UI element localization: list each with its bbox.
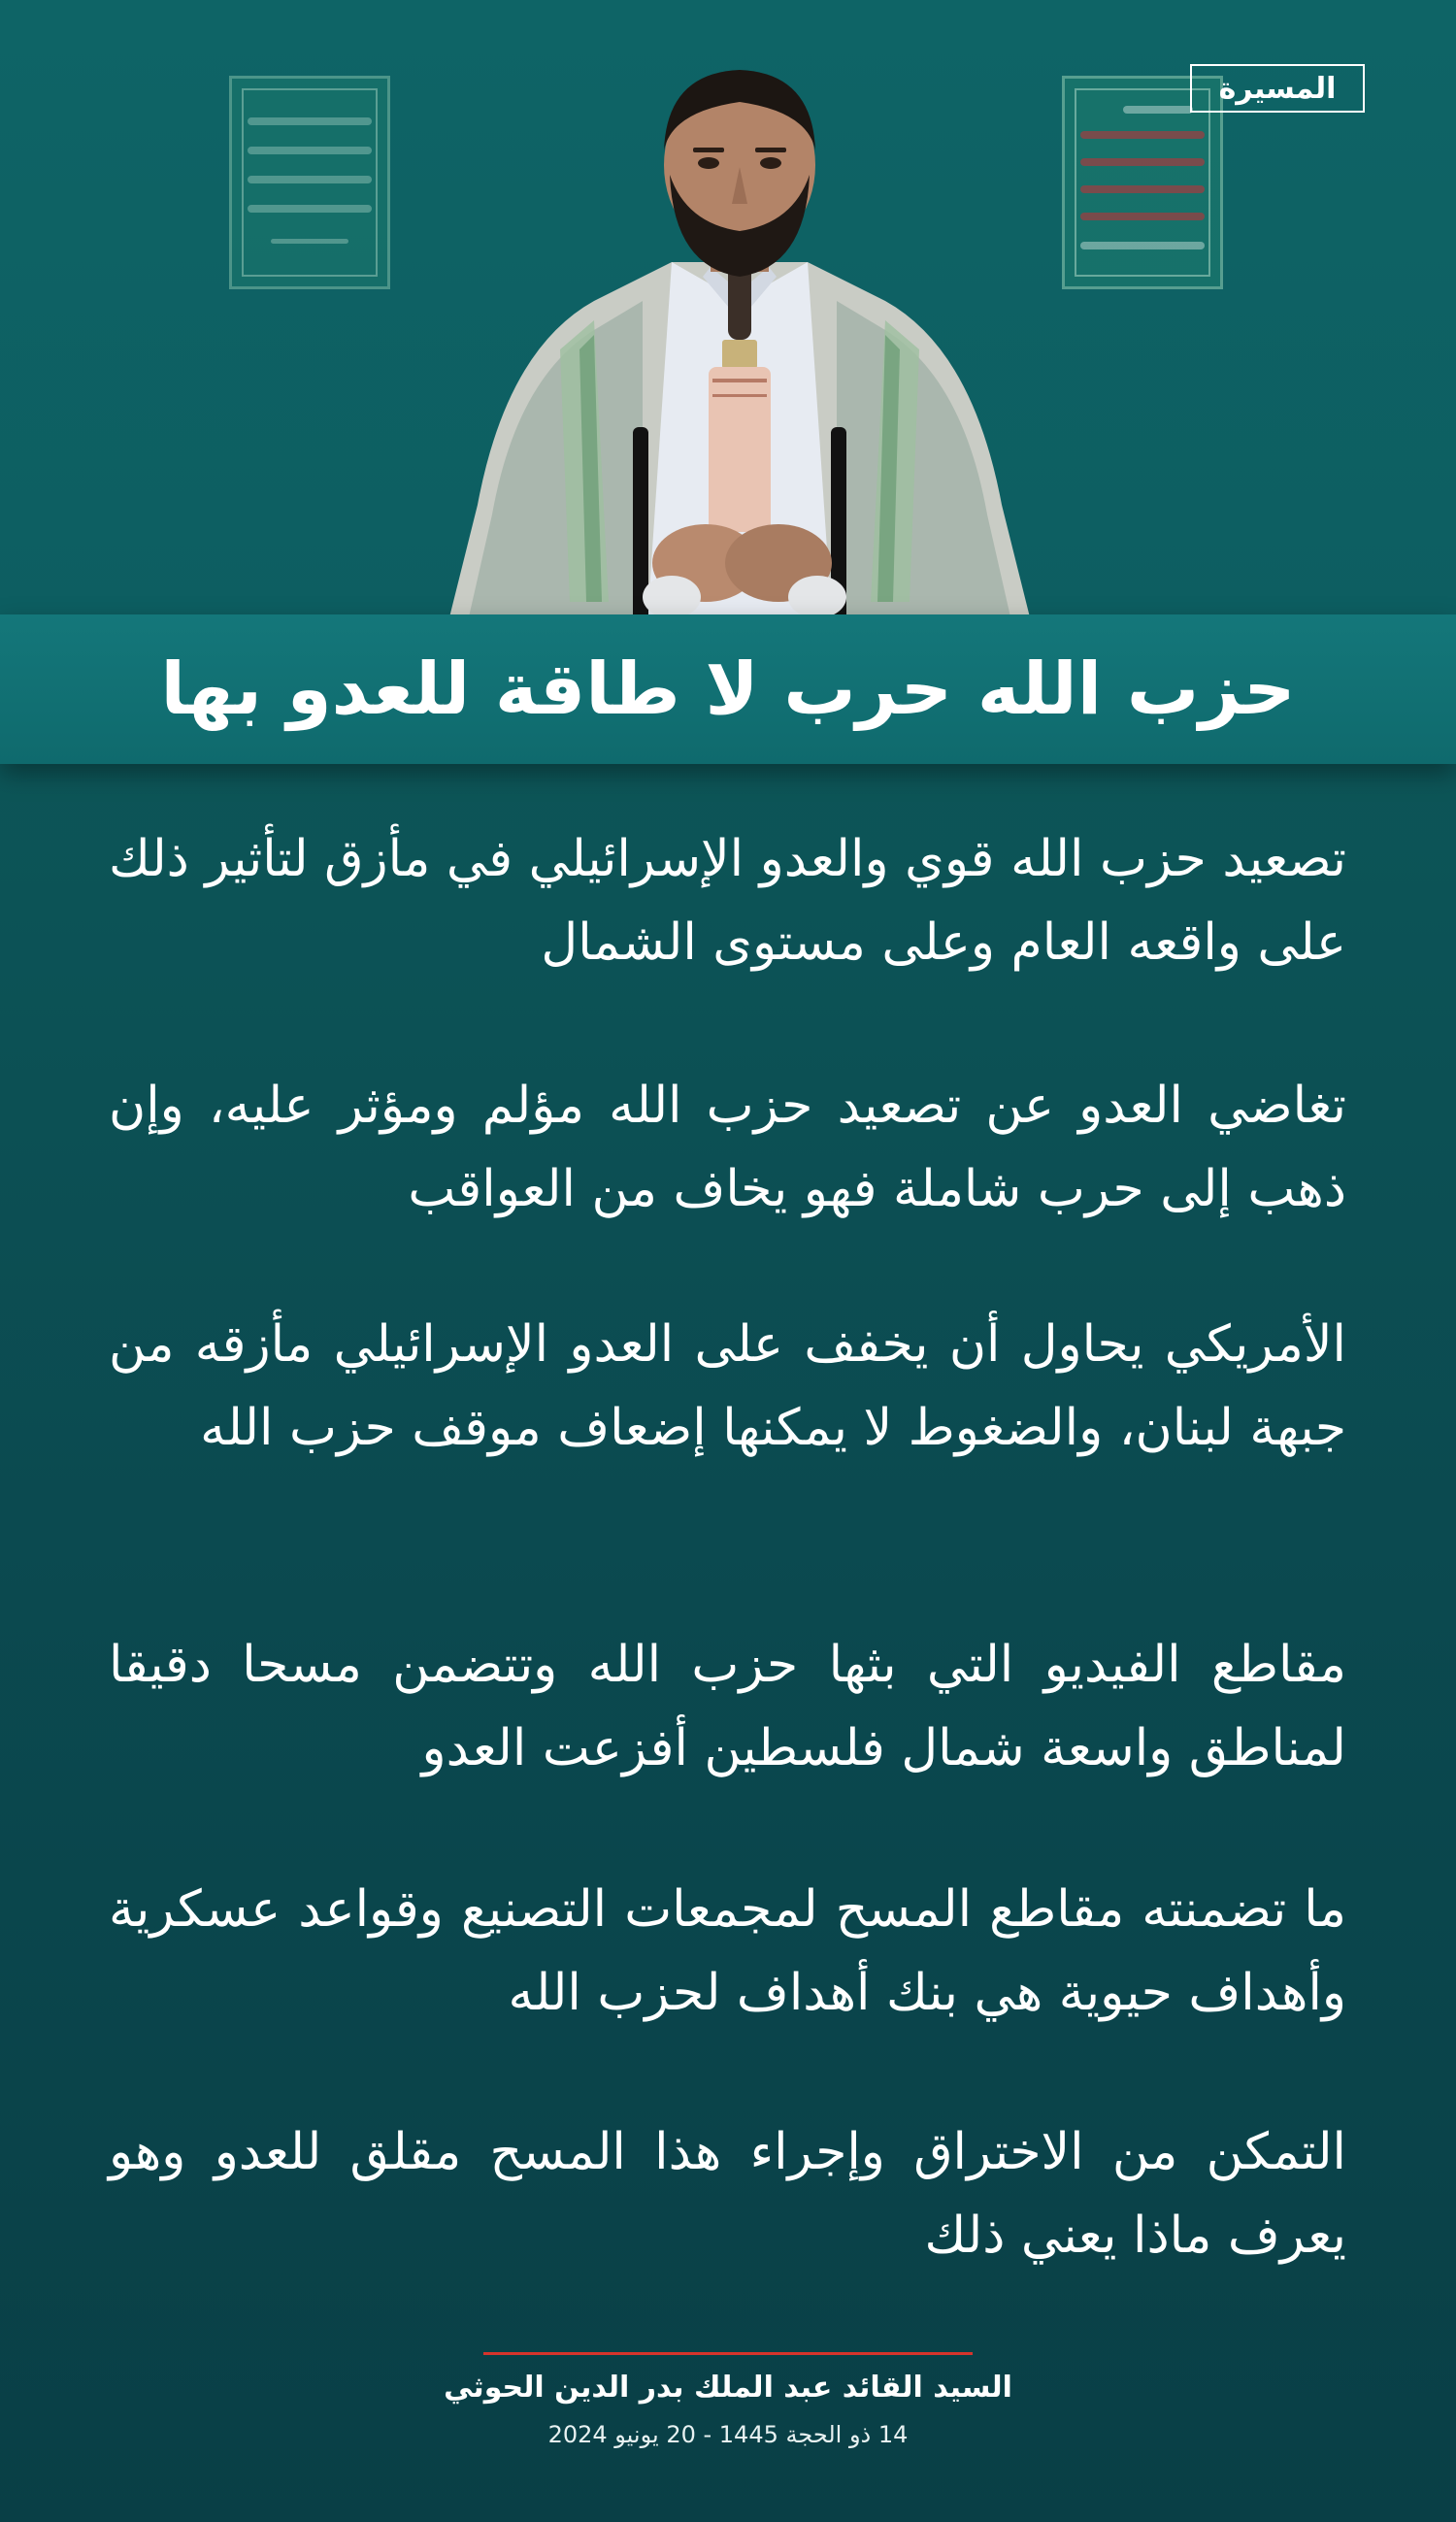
quote-paragraph: ما تضمنته مقاطع المسح لمجمعات التصنيع وقواعد عسكرية وأهداف حيوية هي بنك أهداف لحزب الله xyxy=(109,1880,1346,2022)
footer-divider xyxy=(483,2352,973,2355)
speaker-name: السيد القائد عبد الملك بدر الدين الحوثي xyxy=(444,2371,1012,2405)
channel-logo-text: المسيرة xyxy=(1218,71,1337,106)
quote-date: 14 ذو الحجة 1445 - 20 يونيو 2024 xyxy=(547,2421,909,2448)
quotes-body xyxy=(109,0,1346,2522)
quote-paragraph: التمكن من الاختراق وإجراء هذا المسح مقلق للعدو وهو يعرف ماذا يعني ذلك xyxy=(109,2123,1346,2265)
quote-paragraph: تصعيد حزب الله قوي والعدو الإسرائيلي في مأزق لتأثير ذلك على واقعه العام وعلى مستوى الشمال xyxy=(109,830,1346,972)
page-title: حزب الله حرب لا طاقة للعدو بها xyxy=(160,647,1296,731)
quote-paragraph: الأمريكي يحاول أن يخفف على العدو الإسرائيلي مأزقه من جبهة لبنان، والضغوط لا يمكنها إضعاف موقف حزب الله xyxy=(109,1315,1346,1457)
quote-paragraph: تغاضي العدو عن تصعيد حزب الله مؤلم ومؤثر عليه، وإن ذهب إلى حرب شاملة فهو يخاف من العواقب xyxy=(109,1077,1346,1218)
quote-paragraph: مقاطع الفيديو التي بثها حزب الله وتتضمن مسحا دقيقا لمناطق واسعة شمال فلسطين أفزعت العدو xyxy=(109,1636,1346,1777)
